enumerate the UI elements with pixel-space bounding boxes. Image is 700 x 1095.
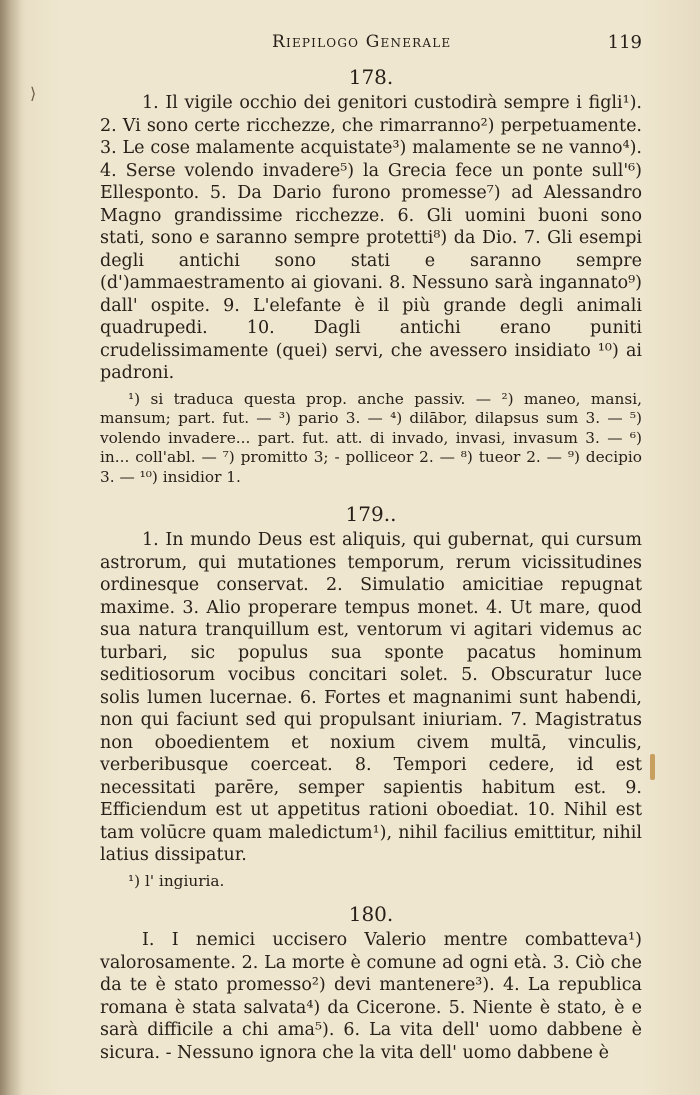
exercise-footnotes: ¹) l' ingiuria.: [128, 871, 225, 890]
exercise-number: 178.: [348, 65, 394, 89]
exercise-text: I. I nemici uccisero Valerio mentre combatteva¹) valorosamente. 2. La morte è comune ad ogni età. 3. Ciò che da te è stato promesso²) devi mantenere³). 4. La republica romana è stata salvata⁴) da Cicerone. 5. Niente è stato, è e sarà difficile a chi ama⁵). 6. La vita dell' uomo dabbene è sicura. - Nessuno ignora che la vita dell' uomo dabbene è: [100, 930, 642, 1063]
exercise-footnotes: ¹) si traduca questa prop. anche passiv. — ²) maneo, mansi, mansum; part. fut. — ³) pario 3. — ⁴) dilābor, dilapsus sum 3. — ⁵) volendo invadere... part. fut. att. di invado, invasi, invasum 3. — ⁶) in... coll'abl. — ⁷) promitto 3; - polliceor 2. — ⁸) tueor 2. — ⁹) decipio 3. — ¹⁰) insidior 1.: [100, 389, 642, 486]
page-content: [100, 62, 642, 1064]
exercise-text: 1. In mundo Deus est aliquis, qui gubernat, qui cursum astrorum, qui mutationes temporum, rerum vicissitudines ordinesque conservat. 2. Simulatio amicitiae repugnat maxime. 3. Alio properare tempus monet. 4. Ut mare, quod sua natura tranquillum est, ventorum vi agitari videmus ac turbari, sic populus sua sponte pacatus hominum seditiosorum vocibus concitari solet. 5. Obscuratur luce solis lumen lucernae. 6. Fortes et magnanimi sunt habendi, non qui faciunt sed qui propulsant iniuriam. 7. Magistratus non oboedientem et noxium civem multā, vinculis, verberibusque coerceat. 8. Tempori cedere, id est necessitati parēre, semper sapientis habitum est. 9. Efficiendum est ut appetitus rationi oboediat. 10. Nihil est tam volūcre quam maledictum¹), nihil facilius emittitur, nihil latius dissipatur.: [100, 530, 642, 865]
page-header: [100, 32, 642, 56]
running-title: Riepilogo Generale: [272, 32, 452, 52]
margin-tick: ⟩: [30, 84, 37, 103]
exercise-number: 179..: [345, 502, 397, 526]
exercise-text: 1. Il vigile occhio dei genitori custodirà sempre i figli¹). 2. Vi sono certe ricchezze, che rimarranno²) perpetuamente. 3. Le cose malamente acquistate³) malamente se ne vanno⁴). 4. Serse volendo invadere⁵) la Grecia fece un ponte sull'⁶) Ellesponto. 5. Da Dario furono promesse⁷) ad Alessandro Magno grandissime ricchezze. 6. Gli uomini buoni sono stati, sono e saranno sempre protetti⁸) da Dio. 7. Gli esempi degli antichi sono stati e saranno sempre (d')ammaestramento ai giovani. 8. Nessuno sarà ingannato⁹) dall' ospite. 9. L'elefante è il più grande degli animali quadrupedi. 10. Dagli antichi erano puniti crudelissimamente (quei) servi, che avessero insidiato ¹⁰) ai padroni.: [100, 93, 642, 383]
exercise-section: [100, 899, 642, 1064]
exercise-section: [100, 62, 642, 487]
page-number: 119: [607, 32, 642, 53]
exercise-section: [100, 499, 642, 891]
book-spine-shadow: [0, 0, 22, 1095]
page-stain: [650, 754, 655, 780]
exercise-number: 180.: [348, 902, 394, 926]
